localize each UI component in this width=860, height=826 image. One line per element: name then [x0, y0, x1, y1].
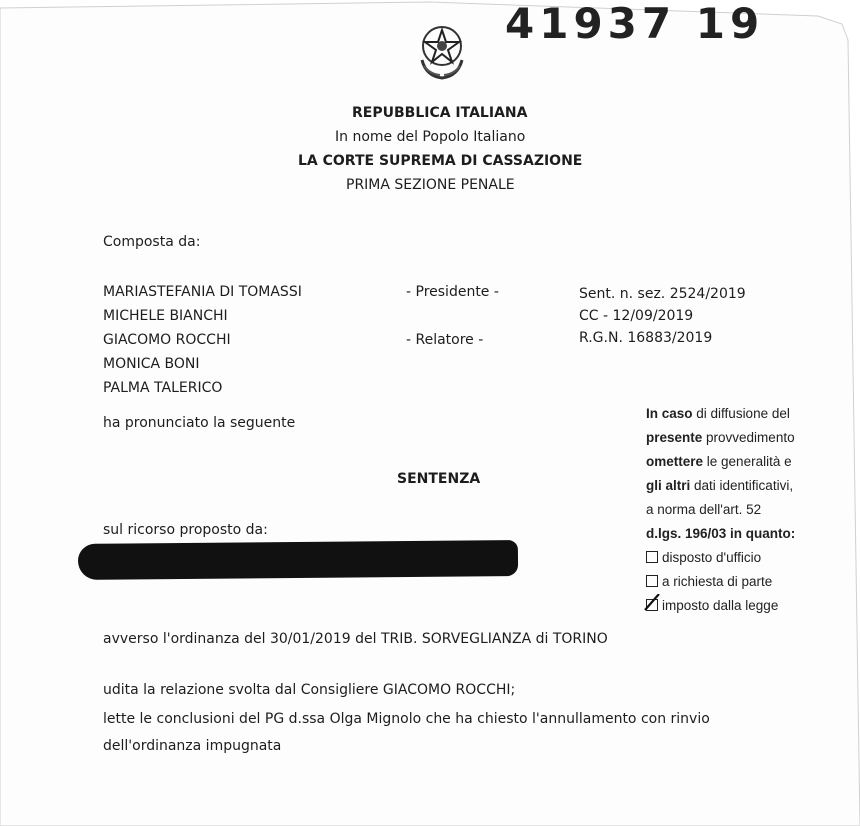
- pronounced-line: ha pronunciato la seguente: [103, 415, 296, 431]
- appeal-by-line: sul ricorso proposto da:: [103, 522, 268, 538]
- privacy-option: a richiesta di parte: [646, 570, 795, 594]
- section-heading: PRIMA SEZIONE PENALE: [346, 177, 515, 193]
- conclusions-line-2: dell'ordinanza impugnata: [103, 738, 282, 754]
- privacy-option: imposto dalla legge: [646, 594, 795, 618]
- judge-name: MICHELE BIANCHI: [103, 308, 228, 324]
- privacy-line: d.lgs. 196/03 in quanto:: [646, 526, 796, 541]
- checkbox-unchecked-icon: [646, 575, 658, 587]
- judge-role-rapporteur: - Relatore -: [406, 332, 484, 348]
- checkbox-unchecked-icon: [646, 551, 658, 563]
- against-order-line: avverso l'ordinanza del 30/01/2019 del TRIB. SORVEGLIANZA di TORINO: [103, 631, 608, 647]
- privacy-option: disposto d'ufficio: [646, 546, 795, 570]
- heard-report-line: udita la relazione svolta dal Consigliere GIACOMO ROCCHI;: [103, 682, 516, 698]
- court-heading: LA CORTE SUPREMA DI CASSAZIONE: [298, 153, 583, 169]
- people-name-line: In nome del Popolo Italiano: [335, 129, 526, 145]
- conclusions-line-1: lette le conclusioni del PG d.ssa Olga Mignolo che ha chiesto l'annullamento con rinvio: [103, 711, 710, 727]
- privacy-line: a norma dell'art. 52: [646, 502, 762, 517]
- privacy-line: gli altri dati identificativi,: [646, 478, 794, 493]
- privacy-line: omettere le generalità e: [646, 454, 792, 469]
- privacy-stamp: [646, 402, 795, 618]
- judge-name: MONICA BONI: [103, 356, 200, 372]
- judge-role-president: - Presidente -: [406, 284, 499, 300]
- checkbox-checked-icon: [646, 599, 658, 611]
- privacy-line: In caso di diffusione del: [646, 406, 790, 421]
- registry-stamp-number: 41937 19: [505, 0, 765, 48]
- judge-name: GIACOMO ROCCHI: [103, 332, 231, 348]
- judge-name: PALMA TALERICO: [103, 380, 223, 396]
- case-hearing-date: CC - 12/09/2019: [579, 308, 694, 324]
- privacy-line: presente provvedimento: [646, 430, 795, 445]
- sentence-title: SENTENZA: [397, 471, 481, 487]
- republic-heading: REPUBBLICA ITALIANA: [352, 105, 528, 121]
- case-sentence-number: Sent. n. sez. 2524/2019: [579, 286, 746, 302]
- case-registry-number: R.G.N. 16883/2019: [579, 330, 713, 346]
- composition-label: Composta da:: [103, 234, 201, 250]
- italian-republic-emblem-icon: [416, 20, 468, 82]
- judge-name: MARIASTEFANIA DI TOMASSI: [103, 284, 302, 300]
- redacted-name-bar: [78, 540, 518, 580]
